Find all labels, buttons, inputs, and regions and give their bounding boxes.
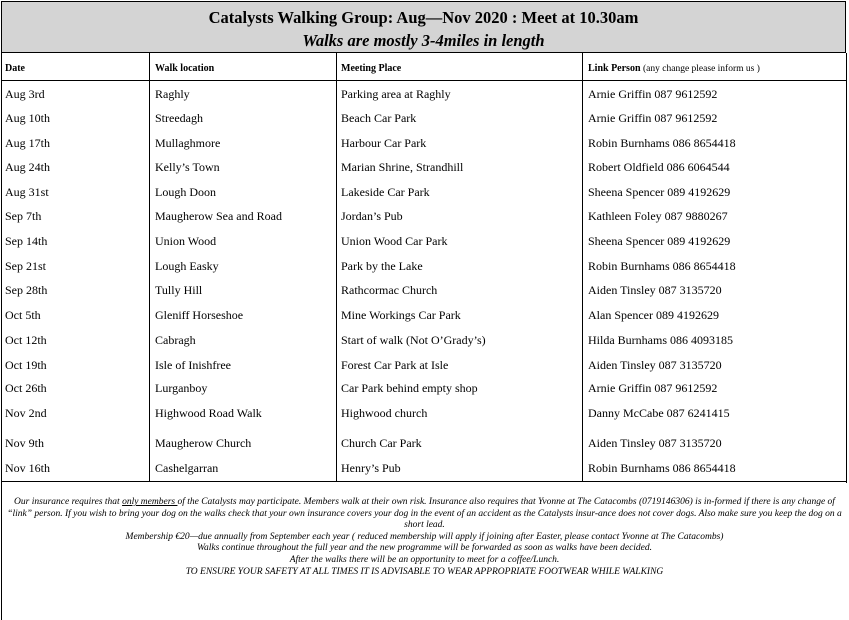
walk-date: Sep 7th: [5, 209, 42, 223]
meeting-place: Forest Car Park at Isle: [341, 358, 449, 372]
column-divider: [149, 53, 150, 481]
walk-location: Kelly’s Town: [155, 160, 220, 174]
walk-location: Maugherow Sea and Road: [155, 209, 282, 223]
footer-notes: [4, 497, 845, 578]
link-person: Aiden Tinsley 087 3135720: [588, 358, 722, 372]
meeting-place: Beach Car Park: [341, 111, 417, 125]
walk-location: Gleniff Horseshoe: [155, 308, 244, 322]
meeting-place: Car Park behind empty shop: [341, 381, 478, 395]
walk-location: Highwood Road Walk: [155, 406, 262, 420]
walk-date: Oct 5th: [5, 308, 41, 322]
meeting-place: Jordan’s Pub: [341, 209, 403, 223]
column-divider: [582, 53, 583, 481]
column-header-link-note: (any change please inform us ): [643, 64, 760, 74]
walk-location: Mullaghmore: [155, 136, 221, 150]
membership-note: Membership €20—due annually from September each year ( reduced membership will apply if joining after Easter, please contact Yvonne at The Catacombs): [125, 531, 724, 542]
table-bottom-border: [1, 481, 847, 482]
meeting-place: Park by the Lake: [341, 259, 423, 273]
meeting-place: Mine Workings Car Park: [341, 308, 461, 322]
coffee-note: After the walks there will be an opportunity to meet for a coffee/Lunch.: [289, 554, 560, 565]
link-person: Kathleen Foley 087 9880267: [588, 209, 728, 223]
walk-date: Oct 19th: [5, 358, 47, 372]
table-left-border: [1, 53, 2, 620]
walk-location: Cashelgarran: [155, 461, 219, 475]
walk-date: Sep 21st: [5, 259, 47, 273]
column-header-link: [588, 63, 760, 74]
safety-note: TO ENSURE YOUR SAFETY AT ALL TIMES IT IS ADVISABLE TO WEAR APPROPRIATE FOOTWEAR WHILE WALKING: [185, 566, 664, 577]
walk-date: Nov 16th: [5, 461, 50, 475]
meeting-place: Lakeside Car Park: [341, 185, 430, 199]
meeting-place: Harbour Car Park: [341, 136, 427, 150]
walk-date: Aug 31st: [5, 185, 49, 199]
walk-location: Maugherow Church: [155, 436, 252, 450]
walk-date: Aug 24th: [5, 160, 50, 174]
walk-date: Aug 3rd: [5, 87, 45, 101]
link-person: Arnie Griffin 087 9612592: [588, 381, 718, 395]
link-person: Robin Burnhams 086 8654418: [588, 259, 736, 273]
meeting-place: Parking area at Raghly: [341, 87, 451, 101]
link-person: Alan Spencer 089 4192629: [588, 308, 719, 322]
link-person: Sheena Spencer 089 4192629: [588, 185, 731, 199]
walk-date: Oct 26th: [5, 381, 47, 395]
link-person: Sheena Spencer 089 4192629: [588, 234, 731, 248]
insurance-note-start: Our insurance requires that: [14, 497, 123, 507]
walk-location: Union Wood: [155, 234, 217, 248]
table-right-border: [846, 53, 847, 483]
link-person: Robin Burnhams 086 8654418: [588, 136, 736, 150]
walk-location: Lough Doon: [155, 185, 216, 199]
link-person: Danny McCabe 087 6241415: [588, 406, 730, 420]
walk-location: Isle of Inishfree: [155, 358, 231, 372]
link-person: Robert Oldfield 086 6064544: [588, 160, 730, 174]
walk-date: Aug 10th: [5, 111, 50, 125]
column-divider: [336, 53, 337, 481]
walk-date: Aug 17th: [5, 136, 50, 150]
insurance-note: [4, 497, 845, 532]
link-person: Arnie Griffin 087 9612592: [588, 87, 718, 101]
walk-date: Nov 2nd: [5, 406, 47, 420]
meeting-place: Rathcormac Church: [341, 283, 438, 297]
walk-location: Raghly: [155, 87, 190, 101]
column-header-location: Walk location: [155, 63, 215, 74]
insurance-note-rest: of the Catalysts may participate. Members walk at their own risk. Insurance also requires that Yvonne at The Catacombs (0719146306) is in-formed if there is any change of “link” person. If you wish to bring your dog on the walks check that your own insurance covers your dog in the event of an accident as the Catalysts insur-ance does not cover dogs. Also make sure you keep the dog on a short lead.: [7, 497, 842, 531]
column-header-link-label: Link Person: [588, 63, 641, 74]
schedule-header: [1, 1, 846, 53]
link-person: Arnie Griffin 087 9612592: [588, 111, 718, 125]
meeting-place: Union Wood Car Park: [341, 234, 448, 248]
walk-date: Sep 14th: [5, 234, 48, 248]
walk-date: Nov 9th: [5, 436, 44, 450]
header-row-divider: [1, 80, 847, 81]
page-subtitle: Walks are mostly 3-4miles in length: [302, 31, 545, 50]
column-header-date: Date: [5, 63, 25, 74]
walk-location: Cabragh: [155, 333, 196, 347]
walk-location: Tully Hill: [155, 283, 203, 297]
link-person: Hilda Burnhams 086 4093185: [588, 333, 733, 347]
meeting-place: Henry’s Pub: [341, 461, 401, 475]
meeting-place: Start of walk (Not O’Grady’s): [341, 333, 486, 347]
link-person: Robin Burnhams 086 8654418: [588, 461, 736, 475]
link-person: Aiden Tinsley 087 3135720: [588, 283, 722, 297]
walk-location: Lough Easky: [155, 259, 219, 273]
meeting-place: Marian Shrine, Strandhill: [341, 160, 464, 174]
walk-location: Streedagh: [155, 111, 203, 125]
link-person: Aiden Tinsley 087 3135720: [588, 436, 722, 450]
column-header-meeting: Meeting Place: [341, 63, 402, 74]
meeting-place: Church Car Park: [341, 436, 422, 450]
page-title: Catalysts Walking Group: Aug—Nov 2020 : Meet at 10.30am: [208, 8, 639, 27]
continuation-note: Walks continue throughout the full year and the new programme will be forwarded as soon as walks have been decided.: [196, 543, 653, 554]
meeting-place: Highwood church: [341, 406, 428, 420]
only-members-text: only members: [122, 497, 178, 507]
walk-date: Sep 28th: [5, 283, 48, 297]
walk-location: Lurganboy: [155, 381, 208, 395]
walk-date: Oct 12th: [5, 333, 47, 347]
